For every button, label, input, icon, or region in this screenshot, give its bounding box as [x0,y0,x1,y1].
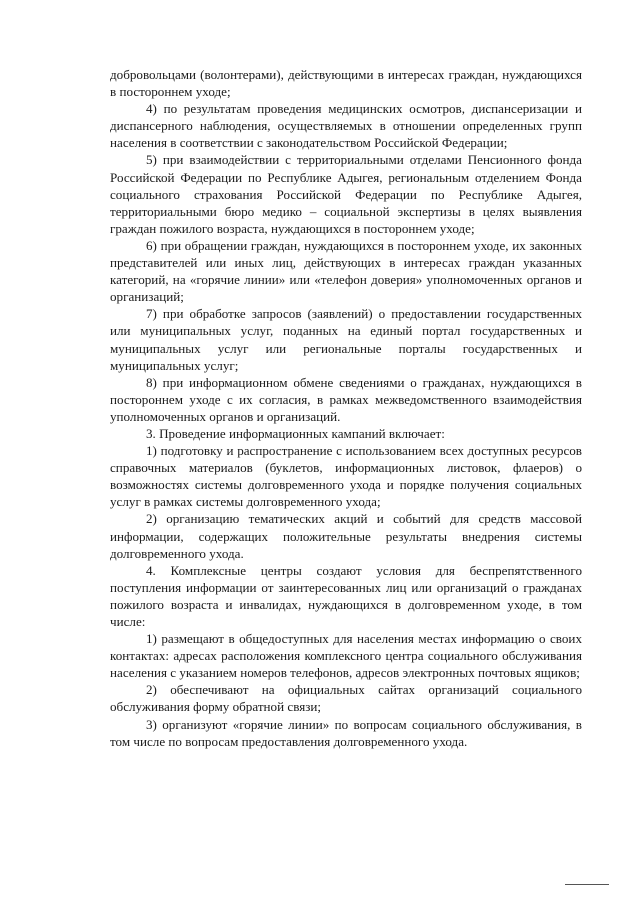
paragraph-continuation: добровольцами (волонтерами), действующими в интересах граждан, нуждающихся в постороннем уходе; [110,67,582,100]
paragraph-item-4: 4) по результатам проведения медицинских осмотров, диспансеризации и диспансерного наблюдения, осуществляемых в отношении определенных групп населения в соответствии с законодательством Российской Федерации; [110,101,582,151]
paragraph-section-3: 3. Проведение информационных кампаний включает: [146,425,445,441]
paragraph-item-7: 7) при обработке запросов (заявлений) о предоставлении государственных или муниципальных услуг, поданных на единый портал государственных и муниципальных услуг или региональные порталы государственных и муниципальных услуг; [110,306,582,373]
paragraph-section-3-item-2: 2) организацию тематических акций и событий для средств массовой информации, содержащих положительные результаты внедрения системы долговременного ухода. [110,511,582,561]
paragraph-section-4-item-2: 2) обеспечивают на официальных сайтах организаций социального обслуживания форму обратной связи; [110,682,582,715]
paragraph-section-3-item-1: 1) подготовку и распространение с использованием всех доступных ресурсов справочных материалов (буклетов, информационных листовок, флаеров) о возможностях системы долговременного ухода и порядке получения социальных услуг в рамках системы долговременного ухода; [110,443,582,510]
document-page [110,66,582,750]
footer-separator-line [565,884,609,885]
paragraph-item-6: 6) при обращении граждан, нуждающихся в постороннем уходе, их законных представителей или иных лиц, действующих в интересах граждан указанных категорий, на «горячие линии» или «телефон доверия» уполномоченных органов и организаций; [110,237,582,305]
paragraph-section-4-item-1: 1) размещают в общедоступных для населения местах информацию о своих контактах: адресах расположения комплексного центра социального обслуживания населения с указанием номеров телефонов, адресов электронных почтовых ящиков; [110,631,582,681]
paragraph-section-4: 4. Комплексные центры создают условия для беспрепятственного поступления информации от заинтересованных лиц или организаций о гражданах пожилого возраста и инвалидах, нуждающихся в долговременном уходе, в том числе: [110,562,582,629]
paragraph-item-8: 8) при информационном обмене сведениями о гражданах, нуждающихся в постороннем уходе с их согласия, в рамках межведомственного взаимодействия уполномоченных органов и организаций. [110,374,582,424]
paragraph-section-4-item-3: 3) организуют «горячие линии» по вопросам социального обслуживания, в том числе по вопросам предоставления долговременного ухода. [110,716,582,749]
paragraph-item-5: 5) при взаимодействии с территориальными отделами Пенсионного фонда Российской Федерации по Республике Адыгея, региональным отделением Фонда социального страхования Российской Федерации по Республике Адыгея, территориальными бюро медико – социальной экспертизы в целях выявления граждан пожилого возраста, нуждающихся в постороннем уходе; [110,152,582,236]
